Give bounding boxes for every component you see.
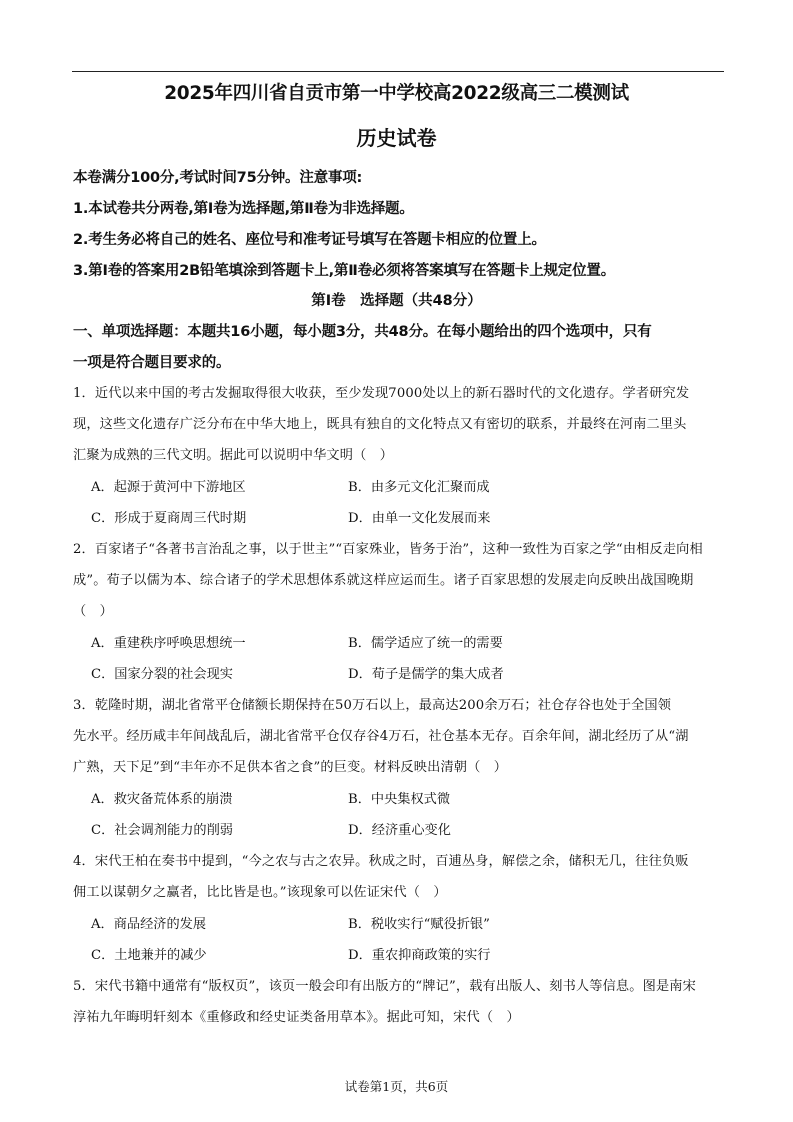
- question-text: 2．百家诸子“各著书言治乱之事，以于世主”“百家殊业，皆务于治”，这种一致性为百家之学“由相反走向相: [73, 542, 703, 557]
- option-d: D．由单一文化发展而来: [348, 511, 491, 526]
- option-c: C．形成于夏商周三代时期: [91, 511, 247, 526]
- question-text: 成”。荀子以儒为本、综合诸子的学术思想体系就这样应运而生。诸子百家思想的发展走向反映出战国晚期: [73, 573, 694, 588]
- option-a: A．救灾备荒体系的崩溃: [91, 792, 233, 807]
- question-text: （ ）: [73, 604, 114, 619]
- question-text: 汇聚为成熟的三代文明。据此可以说明中华文明（ ）: [73, 448, 394, 463]
- question-text: 广熟，天下足”到“丰年亦不足供本省之食”的巨变。材料反映出清朝（ ）: [73, 760, 508, 775]
- question-text: 5．宋代书籍中通常有“版权页”，该页一般会印有出版方的“牌记”，载有出版人、刻书人等信息。图是南宋: [73, 979, 696, 994]
- question-text: 4．宋代王柏在奏书中提到，“今之农与古之农异。秋成之时，百逋丛身，解偿之余，储积无几，往往负贩: [73, 854, 689, 869]
- header-rule: [72, 71, 724, 72]
- question-text: 先水平。经历咸丰年间战乱后，湖北省常平仓仅存谷4万石，社仓基本无存。百余年间，湖北经历了从“湖: [73, 729, 689, 744]
- notes-item: 2.考生务必将自己的姓名、座位号和准考证号填写在答题卡相应的位置上。: [73, 232, 546, 248]
- question-text: 现，这些文化遗存广泛分布在中华大地上，既具有独自的文化特点又有密切的联系，并最终在河南二里头: [73, 417, 687, 432]
- option-c: C．社会调剂能力的削弱: [91, 823, 233, 838]
- section-instruction: 一、单项选择题：本题共16小题，每小题3分，共48分。在每小题给出的四个选项中，只有: [73, 324, 652, 340]
- option-d: D．经济重心变化: [348, 823, 451, 838]
- notes-intro: 本卷满分100分,考试时间75分钟。注意事项:: [73, 170, 363, 186]
- page-footer: 试卷第1页，共6页: [344, 1079, 449, 1094]
- option-d: D．重农抑商政策的实行: [348, 948, 491, 963]
- question-text: 3．乾隆时期，湖北省常平仓储额长期保持在50万石以上，最高达200余万石；社仓存谷也处于全国领: [73, 698, 672, 713]
- question-text: 淳祐九年晦明轩刻本《重修政和经史证类备用草本》。据此可知，宋代（ ）: [73, 1010, 520, 1025]
- option-c: C．国家分裂的社会现实: [91, 667, 233, 682]
- option-b: B．税收实行“赋役折银”: [348, 917, 490, 932]
- option-b: B．中央集权式微: [348, 792, 451, 807]
- option-d: D．荀子是儒学的集大成者: [348, 667, 504, 682]
- option-c: C．土地兼并的减少: [91, 948, 207, 963]
- option-a: A．重建秩序呼唤思想统一: [91, 636, 246, 651]
- exam-subject: 历史试卷: [356, 126, 437, 150]
- section-title: 第Ⅰ卷 选择题（共48分）: [311, 293, 482, 309]
- notes-item: 1.本试卷共分两卷,第Ⅰ卷为选择题,第Ⅱ卷为非选择题。: [73, 201, 414, 217]
- section-instruction: 一项是符合题目要求的。: [73, 355, 231, 371]
- option-a: A．起源于黄河中下游地区: [91, 480, 246, 495]
- option-b: B．由多元文化汇聚而成: [348, 480, 490, 495]
- exam-title: 2025年四川省自贡市第一中学校高2022级高三二模测试: [164, 83, 629, 104]
- question-text: 1．近代以来中国的考古发掘取得很大收获，至少发现7000处以上的新石器时代的文化遗存。学者研究发: [73, 386, 690, 401]
- notes-item: 3.第Ⅰ卷的答案用2B铅笔填涂到答题卡上,第Ⅱ卷必须将答案填写在答题卡上规定位置。: [73, 263, 615, 279]
- option-a: A．商品经济的发展: [91, 917, 207, 932]
- option-b: B．儒学适应了统一的需要: [348, 636, 503, 651]
- question-text: 佣工以谋朝夕之赢者，比比皆是也。”该现象可以佐证宋代（ ）: [73, 885, 447, 900]
